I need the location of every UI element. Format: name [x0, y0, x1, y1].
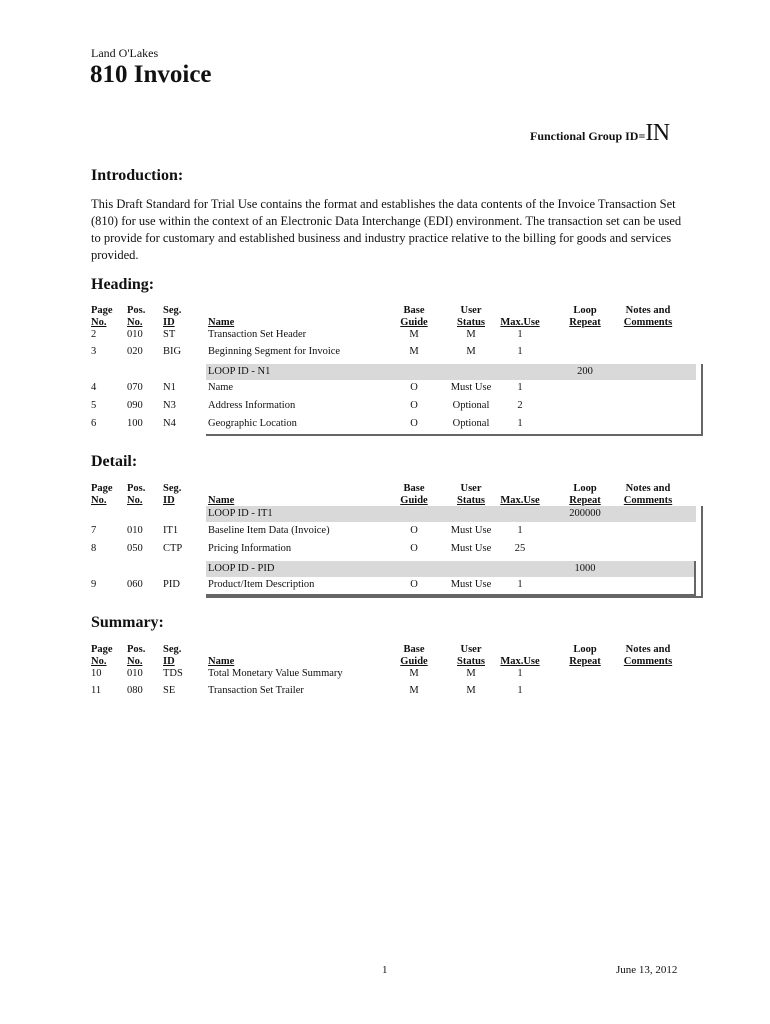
column-header-page — [91, 644, 121, 668]
heading-row-n3-user: Optional — [452, 400, 490, 411]
column-header-user — [446, 483, 496, 507]
summary-row-tds-base: M — [409, 668, 419, 679]
heading-row-n1-base: O — [410, 382, 418, 393]
column-header-user-line2: Status — [456, 317, 485, 328]
heading-row-big-name: Beginning Segment for Invoice — [208, 346, 341, 357]
column-header-user — [446, 644, 496, 668]
column-header-seg — [163, 305, 193, 329]
summary-row-tds-user: M — [466, 668, 476, 679]
heading-row-st-user: M — [466, 329, 476, 340]
column-header-pos — [127, 483, 157, 507]
heading-row-n1-page: 4 — [91, 382, 97, 393]
introduction-text: This Draft Standard for Trial Use contains the format and establishes the data contents of the Invoice Transaction Set (810) for use within the context of an Electronic Data Interchange (EDI) environment. The transaction set can be used to provide for customary and established business and industry practice relative to the billing for goods and services provided. — [91, 197, 682, 262]
detail-row-it1-user: Must Use — [450, 525, 492, 536]
functional-group-label: Functional Group ID= — [530, 129, 646, 143]
heading-row-n4-user: Optional — [452, 418, 490, 429]
column-header-seg-line2: ID — [163, 495, 175, 506]
heading-loop-box-right-border — [701, 364, 703, 436]
heading-loop-box-bottom-border — [206, 434, 703, 436]
summary-row-tds-seg: TDS — [163, 668, 183, 679]
column-header-seg-line2: ID — [163, 656, 175, 667]
column-header-loop-line1: Loop — [573, 305, 597, 316]
heading-row-n4-seg: N4 — [163, 418, 176, 429]
detail-loop-it1-id: LOOP ID - IT1 — [208, 508, 273, 519]
detail-row-ctp-pos: 050 — [127, 543, 143, 554]
detail-row-pid-base: O — [410, 579, 418, 590]
column-header-loop — [561, 644, 609, 668]
column-header-notes — [620, 483, 676, 507]
column-header-seg-line1: Seg. — [163, 483, 182, 494]
summary-row-se-name: Transaction Set Trailer — [208, 685, 304, 696]
column-header-base — [400, 644, 428, 668]
heading-loop-n1-repeat: 200 — [577, 366, 593, 377]
column-header-notes-line2: Comments — [623, 495, 673, 506]
column-header-user-line2: Status — [456, 656, 485, 667]
column-header-user-line1: User — [460, 305, 482, 316]
heading-row-n3-seg: N3 — [163, 400, 176, 411]
column-header-base-line2: Guide — [400, 317, 428, 328]
column-header-notes-line2: Comments — [623, 656, 673, 667]
heading-row-n3-page: 5 — [91, 400, 97, 411]
detail-row-it1-pos: 010 — [127, 525, 143, 536]
column-header-base-line1: Base — [403, 305, 425, 316]
column-header-user-line2: Status — [456, 495, 485, 506]
heading-row-st-max: 1 — [517, 329, 523, 340]
detail-loop-it1-repeat: 200000 — [569, 508, 601, 519]
column-header-page-line1: Page — [91, 483, 113, 494]
detail-loop-pid-id: LOOP ID - PID — [208, 563, 275, 574]
detail-loop-pid-repeat: 1000 — [574, 563, 596, 574]
detail-section-title: Detail: — [91, 453, 138, 470]
summary-section-title: Summary: — [91, 614, 164, 631]
heading-row-big-max: 1 — [517, 346, 523, 357]
summary-row-tds-pos: 010 — [127, 668, 143, 679]
detail-inner-loop-box-right-border — [694, 561, 696, 596]
column-header-notes-line1: Notes and — [625, 483, 671, 494]
detail-row-it1-max: 1 — [517, 525, 523, 536]
heading-row-n1-user: Must Use — [450, 382, 492, 393]
heading-row-big-page: 3 — [91, 346, 97, 357]
heading-row-n4-base: O — [410, 418, 418, 429]
detail-row-it1-base: O — [410, 525, 418, 536]
detail-row-pid-max: 1 — [517, 579, 523, 590]
column-header-name: Name — [208, 495, 235, 506]
column-header-page-line2: No. — [91, 656, 107, 667]
detail-row-ctp-max: 25 — [514, 543, 526, 554]
column-header-loop-line1: Loop — [573, 483, 597, 494]
column-header-page-line1: Page — [91, 644, 113, 655]
column-header-pos — [127, 644, 157, 668]
column-header-page — [91, 305, 121, 329]
column-header-loop-line2: Repeat — [569, 317, 601, 328]
column-header-base-line2: Guide — [400, 656, 428, 667]
detail-row-ctp-user: Must Use — [450, 543, 492, 554]
heading-row-n1-max: 1 — [517, 382, 523, 393]
detail-row-ctp-name: Pricing Information — [208, 543, 292, 554]
column-header-pos-line2: No. — [127, 317, 143, 328]
column-header-seg-line2: ID — [163, 317, 175, 328]
column-header-loop — [561, 483, 609, 507]
heading-row-st-seg: ST — [163, 329, 176, 340]
detail-row-ctp-base: O — [410, 543, 418, 554]
page-number: 1 — [382, 964, 388, 976]
column-header-base — [400, 483, 428, 507]
functional-group-id — [530, 120, 670, 147]
column-header-seg-line1: Seg. — [163, 305, 182, 316]
detail-row-pid-pos: 060 — [127, 579, 143, 590]
column-header-notes-line2: Comments — [623, 317, 673, 328]
summary-row-se-pos: 080 — [127, 685, 143, 696]
summary-row-se-seg: SE — [163, 685, 176, 696]
heading-row-n4-max: 1 — [517, 418, 523, 429]
summary-row-se-user: M — [466, 685, 476, 696]
detail-row-ctp-seg: CTP — [163, 543, 183, 554]
column-header-user — [446, 305, 496, 329]
column-header-seg — [163, 644, 193, 668]
heading-row-n1-seg: N1 — [163, 382, 176, 393]
detail-row-pid-page: 9 — [91, 579, 97, 590]
document-date: June 13, 2012 — [616, 964, 678, 976]
heading-row-n4-name: Geographic Location — [208, 418, 297, 429]
column-header-base — [400, 305, 428, 329]
heading-row-n3-max: 2 — [517, 400, 523, 411]
column-header-pos-line2: No. — [127, 656, 143, 667]
column-header-loop-line2: Repeat — [569, 656, 601, 667]
detail-row-it1-name: Baseline Item Data (Invoice) — [208, 525, 330, 536]
column-header-maxuse: Max.Use — [500, 656, 540, 667]
column-header-user-line1: User — [460, 483, 482, 494]
column-header-notes-line1: Notes and — [625, 305, 671, 316]
heading-row-big-user: M — [466, 346, 476, 357]
column-header-base-line2: Guide — [400, 495, 428, 506]
column-header-maxuse: Max.Use — [500, 317, 540, 328]
summary-row-se-base: M — [409, 685, 419, 696]
column-header-pos-line1: Pos. — [127, 644, 146, 655]
column-header-maxuse: Max.Use — [500, 495, 540, 506]
column-header-seg-line1: Seg. — [163, 644, 182, 655]
column-header-base-line1: Base — [403, 483, 425, 494]
introduction-heading: Introduction: — [91, 167, 184, 184]
column-header-notes-line1: Notes and — [625, 644, 671, 655]
column-header-pos-line2: No. — [127, 495, 143, 506]
heading-row-st-name: Transaction Set Header — [208, 329, 307, 340]
column-header-name: Name — [208, 317, 235, 328]
summary-row-se-page: 11 — [91, 685, 102, 696]
heading-row-n3-base: O — [410, 400, 418, 411]
column-header-page — [91, 483, 121, 507]
detail-row-it1-page: 7 — [91, 525, 97, 536]
summary-row-tds-max: 1 — [517, 668, 523, 679]
detail-row-ctp-page: 8 — [91, 543, 97, 554]
column-header-page-line1: Page — [91, 305, 113, 316]
heading-row-n3-pos: 090 — [127, 400, 143, 411]
heading-row-big-seg: BIG — [163, 346, 182, 357]
heading-row-st-base: M — [409, 329, 419, 340]
column-header-page-line2: No. — [91, 317, 107, 328]
column-header-page-line2: No. — [91, 495, 107, 506]
column-header-base-line1: Base — [403, 644, 425, 655]
column-header-name: Name — [208, 656, 235, 667]
heading-row-n3-name: Address Information — [208, 400, 296, 411]
detail-outer-loop-box-right-border — [701, 506, 703, 598]
heading-section-title: Heading: — [91, 276, 155, 293]
detail-row-pid-seg: PID — [163, 579, 180, 590]
column-header-pos-line1: Pos. — [127, 483, 146, 494]
heading-row-n1-name: Name — [208, 382, 234, 393]
company-name: Land O'Lakes — [91, 46, 159, 60]
column-header-seg — [163, 483, 193, 507]
summary-row-tds-page: 10 — [91, 668, 102, 679]
heading-loop-n1-id: LOOP ID - N1 — [208, 366, 271, 377]
column-header-loop-line2: Repeat — [569, 495, 601, 506]
column-header-pos-line1: Pos. — [127, 305, 146, 316]
document-title: 810 Invoice — [90, 61, 212, 88]
column-header-loop-line1: Loop — [573, 644, 597, 655]
column-header-notes — [620, 305, 676, 329]
heading-row-st-page: 2 — [91, 329, 97, 340]
heading-row-big-pos: 020 — [127, 346, 143, 357]
heading-row-n1-pos: 070 — [127, 382, 143, 393]
heading-row-st-pos: 010 — [127, 329, 143, 340]
summary-row-tds-name: Total Monetary Value Summary — [208, 668, 343, 679]
column-header-notes — [620, 644, 676, 668]
detail-row-pid-user: Must Use — [450, 579, 492, 590]
heading-row-n4-page: 6 — [91, 418, 97, 429]
summary-row-se-max: 1 — [517, 685, 523, 696]
column-header-pos — [127, 305, 157, 329]
heading-row-big-base: M — [409, 346, 419, 357]
functional-group-value: IN — [645, 120, 670, 146]
column-header-user-line1: User — [460, 644, 482, 655]
column-header-loop — [561, 305, 609, 329]
detail-row-it1-seg: IT1 — [163, 525, 179, 536]
detail-outer-loop-box-bottom-border — [206, 596, 703, 598]
detail-row-pid-name: Product/Item Description — [208, 579, 315, 590]
heading-row-n4-pos: 100 — [127, 418, 143, 429]
